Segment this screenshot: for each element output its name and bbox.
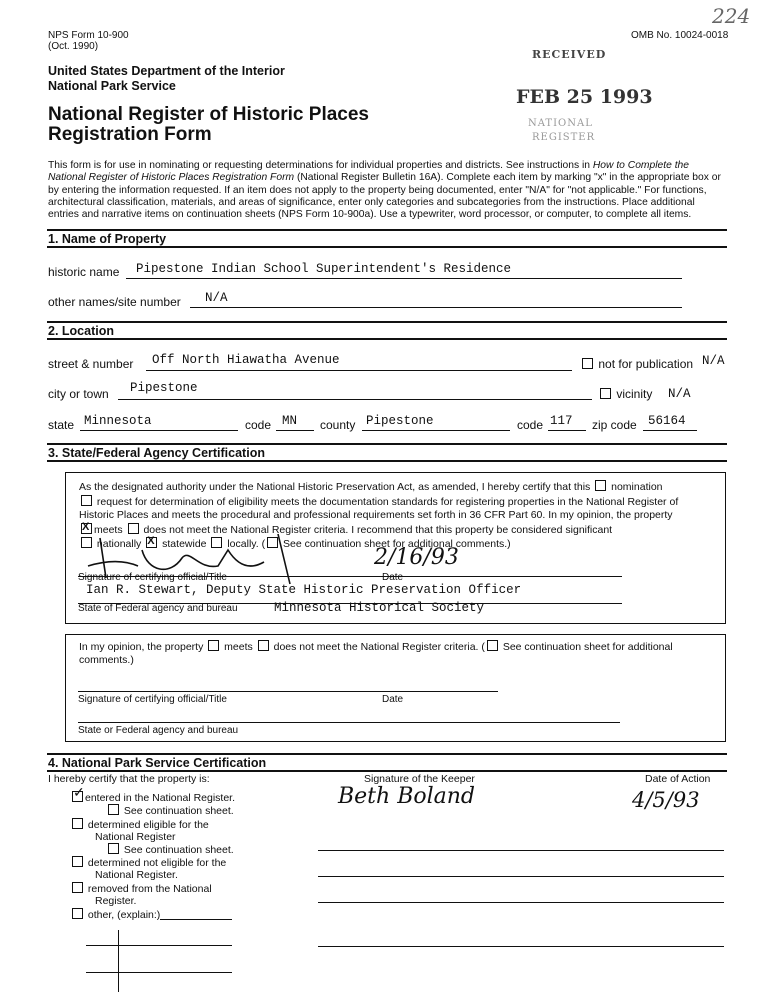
corner-mark: 224: [712, 4, 751, 28]
opinion-continuation-checkbox[interactable]: [487, 640, 498, 651]
county-code-label: code: [517, 418, 544, 432]
certification-text: As the designated authority under the National Historic Preservation Act, as amended, I hereby certify that this nomination request for determination of eligibility meets the documentation standards for registering properties in the National Register of Historic Places and meets the procedural and professional requirements set forth in 36 CFR Part 60. In my opinion, the property Xmeets does not meet the National Register criteria. I recommend that this property be considered significant nationally X statewide locally. ( See continuation sheet for additional comments.): [79, 480, 719, 552]
city-line: [118, 399, 592, 400]
form-title-line1: National Register of Historic Places: [48, 104, 369, 125]
action-date: 4/5/93: [632, 788, 700, 812]
section1-bottom-rule: [47, 246, 727, 248]
option-not-eligible: determined not eligible for the National Register.: [70, 856, 226, 881]
eligible-continuation-checkbox[interactable]: [108, 843, 119, 854]
section2-bottom-rule: [47, 338, 727, 340]
other-vertical-mark: [118, 930, 119, 992]
not-for-publication-checkbox[interactable]: [582, 358, 593, 369]
option-entered: ✓entered in the National Register. See continuation sheet.: [70, 791, 235, 817]
other-inline-line: [160, 919, 232, 920]
zip-label: zip code: [592, 418, 637, 432]
opinion-text: In my opinion, the property meets does not meet the National Register criteria. ( See continuation sheet for additional comments.): [79, 641, 673, 666]
section4-title: 4. National Park Service Certification: [48, 756, 267, 770]
agency-value: Minnesota Historical Society: [274, 601, 485, 615]
section3-title: 3. State/Federal Agency Certification: [48, 446, 265, 460]
city-label: city or town: [48, 387, 109, 401]
section1-title: 1. Name of Property: [48, 232, 167, 246]
eligible-checkbox[interactable]: [72, 818, 83, 829]
zip-line: [643, 430, 697, 431]
option-other: other, (explain:): [70, 908, 160, 921]
entered-continuation-checkbox[interactable]: [108, 804, 119, 815]
option-removed: removed from the National Register.: [70, 882, 212, 907]
vicinity-value: N/A: [668, 387, 691, 401]
section1-top-rule: [47, 229, 727, 231]
keeper-line-4: [318, 946, 724, 947]
state-line: [80, 430, 238, 431]
keeper-line-3: [318, 902, 724, 903]
state-code-value[interactable]: MN: [282, 414, 298, 428]
street-label: street & number: [48, 357, 134, 371]
sig2-line: [78, 691, 498, 692]
county-code-line: [548, 430, 586, 431]
historic-name-line: [126, 278, 682, 279]
county-label: county: [320, 418, 356, 432]
zip-value[interactable]: 56164: [648, 414, 686, 428]
nomination-checkbox[interactable]: [595, 480, 606, 491]
action-label: Date of Action: [645, 773, 711, 785]
stamp-line2: REGISTER: [532, 132, 596, 143]
opinion-meets-checkbox[interactable]: [208, 640, 219, 651]
request-checkbox[interactable]: [81, 495, 92, 506]
section4-bottom-rule: [47, 770, 727, 772]
certification-date: 2/16/93: [374, 545, 459, 570]
stamp-line1: NATIONAL: [528, 118, 593, 129]
date-label: Date: [382, 572, 404, 583]
section4-top-rule: [47, 753, 727, 755]
form-number: NPS Form 10-900: [48, 30, 129, 41]
section3-top-rule: [47, 443, 727, 445]
not-for-publication[interactable]: not for publication: [580, 357, 693, 371]
service-name: National Park Service: [48, 79, 176, 93]
section3-bottom-rule: [47, 460, 727, 462]
county-code-value[interactable]: 117: [550, 414, 573, 428]
state-code-line: [276, 430, 314, 431]
historic-name-label: historic name: [48, 265, 120, 279]
certify-text: I hereby certify that the property is:: [48, 773, 210, 785]
keeper-line-1: [318, 850, 724, 851]
city-value[interactable]: Pipestone: [130, 381, 198, 395]
street-line: [146, 370, 572, 371]
not-for-publication-value: N/A: [702, 354, 725, 368]
historic-name-value[interactable]: Pipestone Indian School Superintendent's Residence: [136, 262, 512, 276]
other-names-line: [190, 307, 682, 308]
other-checkbox[interactable]: [72, 908, 83, 919]
keeper-line-2: [318, 876, 724, 877]
other-names-value[interactable]: N/A: [205, 291, 228, 305]
instructions: This form is for use in nominating or requesting determinations for individual properties and districts. See instructions in How to Complete the National Register of Historic Places Registration Form (National Register Bulletin 16A). Complete each item by marking "x" in the appropriate box or by entering the information requested. If an item does not apply to the property being documented, enter "N/A" for "not applicable." For functions, architectural classification, materials, and areas of significance, enter only categories and subcategories from the instructions. Place additional entries and narrative items on continuation sheets (NPS Form 10-900a). Use a typewriter, word processor, or computer, to complete all items.: [48, 160, 721, 221]
option-eligible: determined eligible for the National Register See continuation sheet.: [70, 818, 234, 856]
state-value[interactable]: Minnesota: [84, 414, 152, 428]
street-value[interactable]: Off North Hiawatha Avenue: [152, 353, 340, 367]
opinion-does-not-meet-checkbox[interactable]: [258, 640, 269, 651]
department-name: United States Department of the Interior: [48, 64, 285, 78]
keeper-label: Signature of the Keeper: [364, 773, 475, 785]
agency2-label: State or Federal agency and bureau: [78, 725, 239, 736]
official-name: Ian R. Stewart, Deputy State Historic Preservation Officer: [86, 583, 522, 597]
other-line-2: [86, 972, 232, 973]
stamp-date: FEB 25 1993: [516, 86, 653, 108]
agency2-line: [78, 722, 620, 723]
vicinity-checkbox[interactable]: [600, 388, 611, 399]
not-eligible-checkbox[interactable]: [72, 856, 83, 867]
vicinity[interactable]: vicinity: [598, 387, 652, 401]
form-title-line2: Registration Form: [48, 124, 212, 145]
section2-top-rule: [47, 321, 727, 323]
sig2-label: Signature of certifying official/Title: [78, 694, 227, 705]
agency-label: State of Federal agency and bureau: [78, 603, 238, 614]
keeper-signature: Beth Boland: [338, 784, 476, 809]
removed-checkbox[interactable]: [72, 882, 83, 893]
entered-checkbox[interactable]: [72, 791, 83, 802]
state-code-label: code: [245, 418, 272, 432]
other-names-label: other names/site number: [48, 295, 181, 309]
state-label: state: [48, 418, 75, 432]
omb-number: OMB No. 10024-0018: [631, 30, 729, 41]
stamp-received: RECEIVED: [532, 48, 607, 61]
section2-title: 2. Location: [48, 324, 114, 338]
other-line-1: [86, 945, 232, 946]
signature-label: Signature of certifying official/Title: [78, 572, 227, 583]
county-value[interactable]: Pipestone: [366, 414, 434, 428]
county-line: [362, 430, 510, 431]
date2-label: Date: [382, 694, 404, 705]
form-date: (Oct. 1990): [48, 41, 99, 52]
